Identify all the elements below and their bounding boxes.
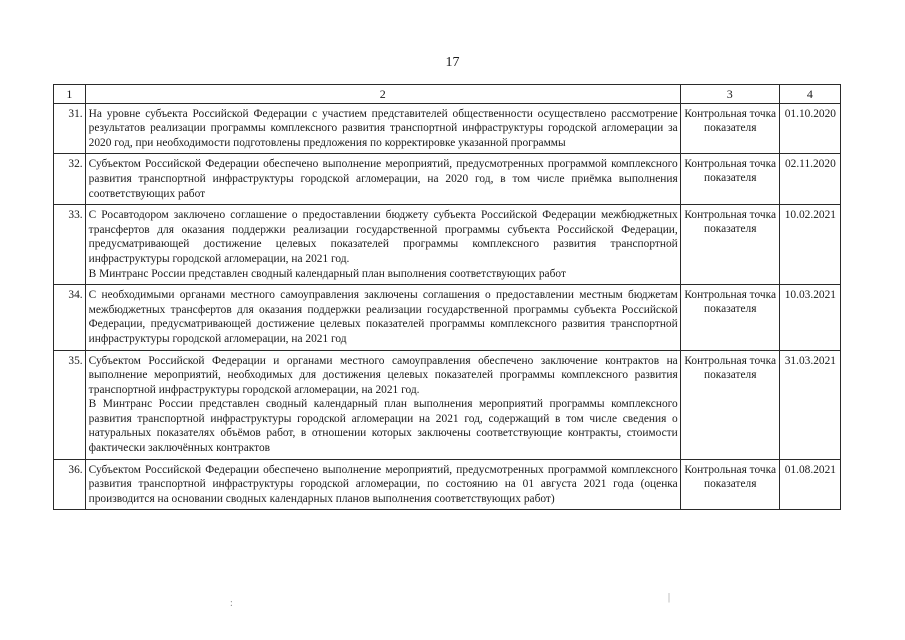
row-description — [85, 154, 680, 205]
row-kind: Контрольная точка показателя — [680, 103, 779, 154]
row-number: 36. — [54, 459, 86, 510]
table-header-row — [54, 85, 841, 104]
row-kind: Контрольная точка показателя — [680, 285, 779, 350]
row-date: 02.11.2020 — [779, 154, 840, 205]
description-paragraph: Субъектом Российской Федерации обеспечено выполнение мероприятий, предусмотренных программой комплексного развития транспортной инфраструктуры городской агломерации, по состоянию на 01 августа 2021 года (оценка производится на основании сводных календарных планов выполнения соответствующих работ) — [88, 463, 678, 505]
table-row — [54, 205, 841, 285]
table-row — [54, 285, 841, 350]
row-date: 10.02.2021 — [779, 205, 840, 285]
row-description — [85, 459, 680, 510]
row-date: 01.08.2021 — [779, 459, 840, 510]
table-row — [54, 103, 841, 154]
scan-speck: : — [230, 598, 233, 609]
row-description — [85, 103, 680, 154]
description-paragraph: С Росавтодором заключено соглашение о предоставлении бюджету субъекта Российской Федерации межбюджетных трансфертов для оказания поддержки реализации государственной программы субъекта Российской Федерации, предусматривающей достижение целевых показателей программы комплексного развития транспортной инфраструктуры городской агломерации, на 2021 год. — [88, 209, 678, 265]
description-paragraph: В Минтранс России представлен сводный календарный план выполнения мероприятий программы комплексного развития транспортной инфраструктуры городской агломерации на 2021 год, содержащий в том числе сведения о натуральных показателях объёмов работ, в отношении которых заключены соответствующие контракты, стоимости фактически заключённых контрактов — [88, 398, 678, 455]
description-paragraph: В Минтранс России представлен сводный календарный план выполнения соответствующих работ — [88, 267, 566, 280]
row-number: 34. — [54, 285, 86, 350]
description-paragraph: На уровне субъекта Российской Федерации с участием представителей общественности осуществлено рассмотрение результатов реализации программы комплексного развития транспортной инфраструктуры городской агломерации за 2020 год, при необходимости подготовлены предложения по корректировке указанной программы — [88, 107, 678, 149]
scan-speck: | — [668, 592, 671, 603]
row-number: 31. — [54, 103, 86, 154]
table-row — [54, 459, 841, 510]
table-row — [54, 154, 841, 205]
description-paragraph: Субъектом Российской Федерации и органами местного самоуправления обеспечено заключение контрактов на выполнение мероприятий, необходимых для достижения целевых показателей программы комплексного развития транспортной инфраструктуры городской агломерации, на 2021 год. — [88, 354, 678, 396]
header-col-1: 1 — [54, 85, 86, 104]
description-paragraph: Субъектом Российской Федерации обеспечено выполнение мероприятий, предусмотренных программой комплексного развития транспортной инфраструктуры городской агломерации, на 2020 год, в том числе приёмка выполнения соответствующих работ — [88, 158, 678, 200]
header-col-4: 4 — [779, 85, 840, 104]
row-number: 33. — [54, 205, 86, 285]
row-date: 10.03.2021 — [779, 285, 840, 350]
row-number: 32. — [54, 154, 86, 205]
row-description — [85, 285, 680, 350]
page-number: 17 — [445, 55, 460, 70]
row-number: 35. — [54, 350, 86, 459]
row-kind: Контрольная точка показателя — [680, 350, 779, 459]
row-description — [85, 205, 680, 285]
row-date: 31.03.2021 — [779, 350, 840, 459]
header-col-3: 3 — [680, 85, 779, 104]
header-col-2: 2 — [85, 85, 680, 104]
table-row — [54, 350, 841, 459]
row-date: 01.10.2020 — [779, 103, 840, 154]
row-kind: Контрольная точка показателя — [680, 154, 779, 205]
row-description — [85, 350, 680, 459]
row-kind: Контрольная точка показателя — [680, 205, 779, 285]
description-paragraph: С необходимыми органами местного самоуправления заключены соглашения о предоставлении местным бюджетам межбюджетных трансфертов для оказания поддержки реализации государственной программы субъекта Российской Федерации, предусматривающей достижение целевых показателей программы комплексного развития транспортной инфраструктуры городской агломерации, на 2021 год — [88, 289, 678, 345]
row-kind: Контрольная точка показателя — [680, 459, 779, 510]
control-points-table — [53, 84, 841, 510]
